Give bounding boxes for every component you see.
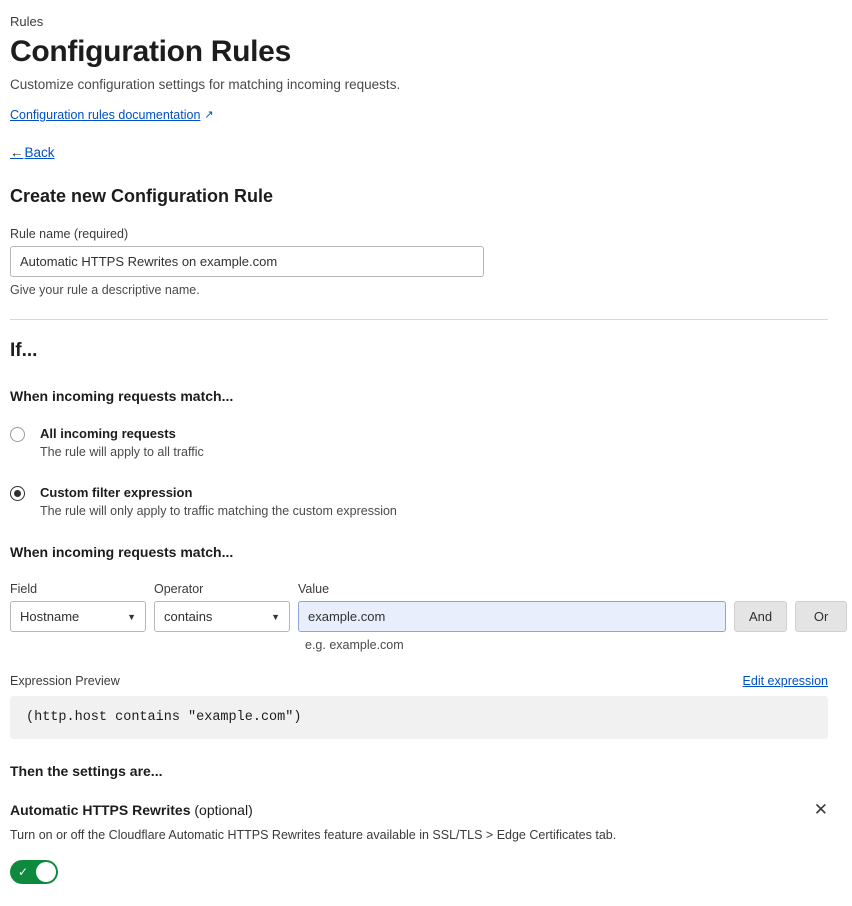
page-title: Configuration Rules: [10, 35, 291, 68]
back-link-label: Back: [24, 145, 55, 160]
value-help-text: e.g. example.com: [305, 638, 404, 652]
back-link[interactable]: [10, 145, 55, 160]
value-label: Value: [298, 582, 330, 596]
operator-select-value: contains: [164, 609, 213, 624]
external-link-icon: ↗: [204, 109, 214, 121]
page-subtitle: Customize configuration settings for matching incoming requests.: [10, 77, 401, 92]
chevron-down-icon: ▼: [127, 611, 136, 622]
divider: [10, 319, 828, 320]
expression-builder-row: [10, 582, 828, 632]
setting-title: [10, 802, 253, 818]
rule-name-help: Give your rule a descriptive name.: [10, 283, 200, 297]
setting-description: Turn on or off the Cloudflare Automatic HTTPS Rewrites feature available in SSL/TLS > Edge Certificates tab.: [10, 828, 617, 842]
and-button[interactable]: And: [734, 601, 787, 632]
field-select[interactable]: [10, 601, 146, 632]
match-heading-2: When incoming requests match...: [10, 544, 234, 560]
breadcrumb[interactable]: Rules: [10, 14, 44, 29]
rule-name-label: Rule name (required): [10, 227, 129, 241]
radio-all-requests-desc: The rule will apply to all traffic: [40, 445, 204, 459]
automatic-https-rewrites-toggle[interactable]: [10, 860, 58, 884]
expression-preview-box: (http.host contains "example.com"): [10, 696, 828, 739]
then-heading: Then the settings are...: [10, 763, 163, 779]
radio-custom-filter-desc: The rule will only apply to traffic matching the custom expression: [40, 504, 397, 518]
field-label: Field: [10, 582, 38, 596]
radio-all-requests-indicator[interactable]: [10, 427, 25, 442]
or-button-column: [795, 582, 847, 632]
chevron-down-icon: ▼: [271, 611, 280, 622]
edit-expression-link[interactable]: Edit expression: [742, 674, 828, 688]
documentation-link-label: Configuration rules documentation: [10, 108, 201, 122]
radio-all-requests-text: [40, 426, 204, 459]
check-icon: ✓: [18, 865, 29, 879]
or-button[interactable]: Or: [795, 601, 847, 632]
value-input[interactable]: [298, 601, 726, 632]
operator-column: [154, 582, 290, 632]
and-spacer: [734, 582, 787, 596]
radio-all-requests-title: All incoming requests: [40, 426, 176, 441]
field-column: [10, 582, 146, 632]
expression-preview-label: Expression Preview: [10, 674, 120, 688]
radio-option-custom-filter[interactable]: [10, 485, 828, 518]
radio-custom-filter-indicator[interactable]: [10, 486, 25, 501]
operator-select[interactable]: [154, 601, 290, 632]
toggle-knob: [36, 862, 56, 882]
rule-name-input[interactable]: [10, 246, 484, 277]
expression-preview-header: [10, 674, 828, 688]
and-button-column: [734, 582, 787, 632]
radio-custom-filter-title: Custom filter expression: [40, 485, 193, 500]
field-select-value: Hostname: [20, 609, 80, 624]
if-heading: If...: [10, 340, 38, 361]
operator-label: Operator: [154, 582, 204, 596]
create-rule-heading: Create new Configuration Rule: [10, 186, 274, 206]
setting-title-text: Automatic HTTPS Rewrites: [10, 802, 191, 818]
or-spacer: [795, 582, 847, 596]
arrow-left-icon: ←: [10, 145, 24, 160]
setting-optional-label: (optional): [194, 802, 253, 818]
rule-name-group: [10, 227, 828, 297]
setting-header-row: [10, 801, 828, 818]
match-heading-1: When incoming requests match...: [10, 388, 234, 404]
radio-option-all-requests[interactable]: [10, 426, 828, 459]
value-column: [298, 582, 726, 632]
radio-custom-filter-text: [40, 485, 397, 518]
documentation-link[interactable]: [10, 108, 214, 122]
close-icon[interactable]: ✕: [813, 800, 828, 819]
